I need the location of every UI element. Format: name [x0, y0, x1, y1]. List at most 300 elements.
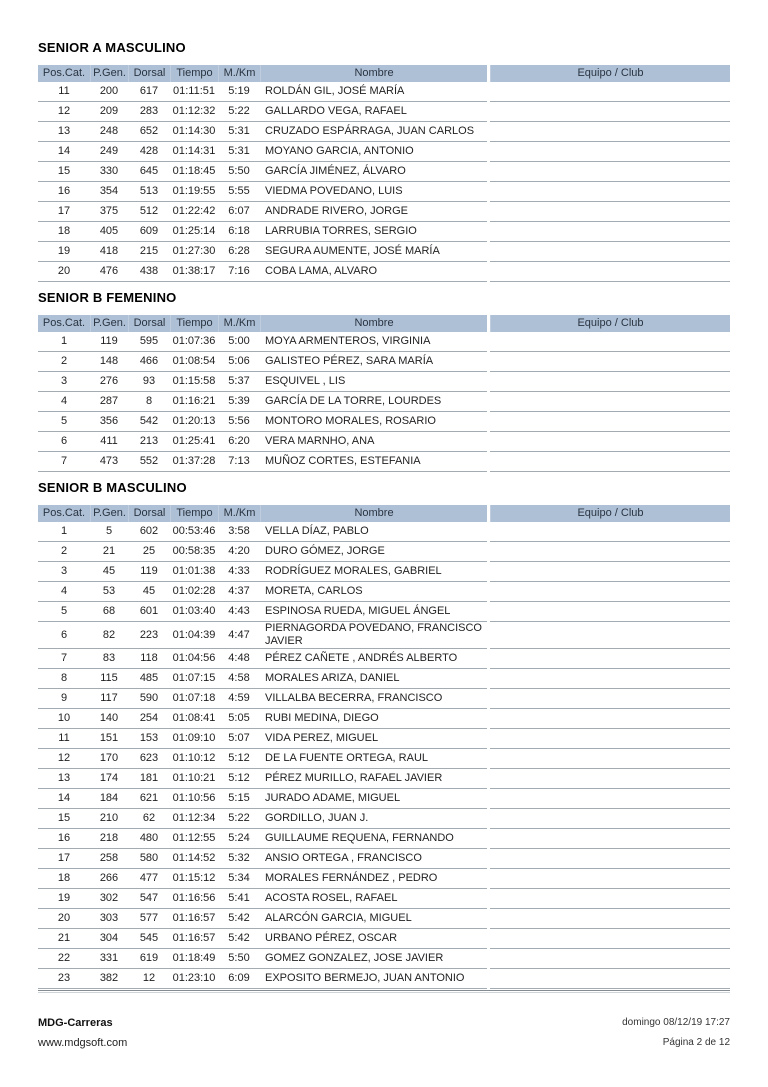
p-gen-cell: 331: [90, 949, 128, 969]
tiempo-cell: 01:14:31: [170, 142, 218, 162]
dorsal-cell: 609: [128, 222, 170, 242]
m-km-cell: 3:58: [218, 522, 260, 542]
m-km-cell: 5:34: [218, 869, 260, 889]
pos-cat-cell: 20: [38, 909, 90, 929]
pos-cat-cell: 5: [38, 412, 90, 432]
equipo-cell: [490, 582, 730, 602]
result-row: [38, 729, 730, 749]
tables-container: [38, 40, 730, 989]
pos-cat-cell: 2: [38, 542, 90, 562]
equipo-cell: [490, 749, 730, 769]
pos-cat-cell: 14: [38, 789, 90, 809]
results-table: [38, 65, 730, 282]
column-header: Tiempo: [170, 505, 218, 522]
m-km-cell: 5:37: [218, 372, 260, 392]
nombre-cell: URBANO PÉREZ, OSCAR: [260, 929, 487, 949]
column-header: Nombre: [260, 315, 487, 332]
m-km-cell: 5:55: [218, 182, 260, 202]
p-gen-cell: 304: [90, 929, 128, 949]
dorsal-cell: 254: [128, 709, 170, 729]
dorsal-cell: 542: [128, 412, 170, 432]
equipo-cell: [490, 412, 730, 432]
nombre-cell: MOYA ARMENTEROS, VIRGINIA: [260, 332, 487, 352]
nombre-cell: MOYANO GARCIA, ANTONIO: [260, 142, 487, 162]
result-row: [38, 869, 730, 889]
pos-cat-cell: 9: [38, 689, 90, 709]
result-row: [38, 412, 730, 432]
column-header: Dorsal: [128, 315, 170, 332]
tiempo-cell: 00:53:46: [170, 522, 218, 542]
p-gen-cell: 209: [90, 102, 128, 122]
tiempo-cell: 01:14:52: [170, 849, 218, 869]
p-gen-cell: 302: [90, 889, 128, 909]
equipo-cell: [490, 242, 730, 262]
m-km-cell: 5:07: [218, 729, 260, 749]
result-row: [38, 202, 730, 222]
dorsal-cell: 283: [128, 102, 170, 122]
equipo-cell: [490, 909, 730, 929]
tiempo-cell: 01:22:42: [170, 202, 218, 222]
equipo-cell: [490, 829, 730, 849]
m-km-cell: 5:24: [218, 829, 260, 849]
result-row: [38, 849, 730, 869]
m-km-cell: 4:33: [218, 562, 260, 582]
result-row: [38, 222, 730, 242]
column-header: Nombre: [260, 65, 487, 82]
tiempo-cell: 01:12:34: [170, 809, 218, 829]
result-row: [38, 829, 730, 849]
column-header: M./Km: [218, 315, 260, 332]
p-gen-cell: 330: [90, 162, 128, 182]
equipo-cell: [490, 649, 730, 669]
result-row: [38, 262, 730, 282]
footer-right: [622, 1013, 730, 1053]
nombre-cell: CRUZADO ESPÁRRAGA, JUAN CARLOS: [260, 122, 487, 142]
p-gen-cell: 382: [90, 969, 128, 989]
pos-cat-cell: 2: [38, 352, 90, 372]
tiempo-cell: 01:25:14: [170, 222, 218, 242]
result-row: [38, 649, 730, 669]
result-row: [38, 889, 730, 909]
nombre-cell: MUÑOZ CORTES, ESTEFANIA: [260, 452, 487, 472]
footer-left: [38, 1013, 127, 1053]
result-row: [38, 749, 730, 769]
p-gen-cell: 45: [90, 562, 128, 582]
tiempo-cell: 01:18:49: [170, 949, 218, 969]
dorsal-cell: 12: [128, 969, 170, 989]
m-km-cell: 5:05: [218, 709, 260, 729]
equipo-cell: [490, 809, 730, 829]
nombre-cell: GOMEZ GONZALEZ, JOSE JAVIER: [260, 949, 487, 969]
nombre-cell: VIEDMA POVEDANO, LUIS: [260, 182, 487, 202]
m-km-cell: 5:42: [218, 929, 260, 949]
p-gen-cell: 148: [90, 352, 128, 372]
equipo-cell: [490, 769, 730, 789]
dorsal-cell: 428: [128, 142, 170, 162]
equipo-cell: [490, 602, 730, 622]
equipo-cell: [490, 432, 730, 452]
dorsal-cell: 580: [128, 849, 170, 869]
m-km-cell: 5:31: [218, 122, 260, 142]
p-gen-cell: 210: [90, 809, 128, 829]
m-km-cell: 4:58: [218, 669, 260, 689]
m-km-cell: 5:15: [218, 789, 260, 809]
tiempo-cell: 01:20:13: [170, 412, 218, 432]
dorsal-cell: 602: [128, 522, 170, 542]
result-row: [38, 769, 730, 789]
m-km-cell: 5:32: [218, 849, 260, 869]
nombre-cell: SEGURA AUMENTE, JOSÉ MARÍA: [260, 242, 487, 262]
dorsal-cell: 547: [128, 889, 170, 909]
pos-cat-cell: 12: [38, 102, 90, 122]
result-row: [38, 352, 730, 372]
pos-cat-cell: 3: [38, 372, 90, 392]
nombre-cell: GARCÍA JIMÉNEZ, ÁLVARO: [260, 162, 487, 182]
column-header: Nombre: [260, 505, 487, 522]
tiempo-cell: 01:09:10: [170, 729, 218, 749]
tiempo-cell: 01:37:28: [170, 452, 218, 472]
m-km-cell: 4:48: [218, 649, 260, 669]
m-km-cell: 6:09: [218, 969, 260, 989]
nombre-cell: RUBI MEDINA, DIEGO: [260, 709, 487, 729]
category-section: [38, 40, 730, 282]
result-row: [38, 332, 730, 352]
m-km-cell: 7:13: [218, 452, 260, 472]
equipo-cell: [490, 372, 730, 392]
pos-cat-cell: 1: [38, 332, 90, 352]
result-row: [38, 142, 730, 162]
print-datetime: domingo 08/12/19 17:27: [622, 1017, 730, 1028]
category-section: [38, 480, 730, 989]
m-km-cell: 5:42: [218, 909, 260, 929]
dorsal-cell: 93: [128, 372, 170, 392]
table-body: [38, 332, 730, 472]
pos-cat-cell: 11: [38, 729, 90, 749]
result-row: [38, 162, 730, 182]
equipo-cell: [490, 969, 730, 989]
result-row: [38, 242, 730, 262]
nombre-cell: RODRÍGUEZ MORALES, GABRIEL: [260, 562, 487, 582]
pos-cat-cell: 13: [38, 769, 90, 789]
equipo-cell: [490, 392, 730, 412]
p-gen-cell: 418: [90, 242, 128, 262]
pos-cat-cell: 16: [38, 829, 90, 849]
column-header: P.Gen.: [90, 505, 128, 522]
pos-cat-cell: 4: [38, 392, 90, 412]
dorsal-cell: 213: [128, 432, 170, 452]
results-table: [38, 505, 730, 989]
pos-cat-cell: 20: [38, 262, 90, 282]
m-km-cell: 5:50: [218, 162, 260, 182]
table-header: [38, 315, 730, 332]
dorsal-cell: 623: [128, 749, 170, 769]
column-header: Equipo / Club: [490, 65, 730, 82]
tiempo-cell: 01:38:17: [170, 262, 218, 282]
equipo-cell: [490, 869, 730, 889]
m-km-cell: 7:16: [218, 262, 260, 282]
table-header: [38, 65, 730, 82]
p-gen-cell: 249: [90, 142, 128, 162]
tiempo-cell: 01:08:54: [170, 352, 218, 372]
p-gen-cell: 303: [90, 909, 128, 929]
tiempo-cell: 01:10:21: [170, 769, 218, 789]
dorsal-cell: 181: [128, 769, 170, 789]
column-header: Tiempo: [170, 315, 218, 332]
result-row: [38, 709, 730, 729]
tiempo-cell: 00:58:35: [170, 542, 218, 562]
result-row: [38, 969, 730, 989]
equipo-cell: [490, 332, 730, 352]
dorsal-cell: 590: [128, 689, 170, 709]
m-km-cell: 4:37: [218, 582, 260, 602]
m-km-cell: 5:41: [218, 889, 260, 909]
equipo-cell: [490, 669, 730, 689]
nombre-cell: ESPINOSA RUEDA, MIGUEL ÁNGEL: [260, 602, 487, 622]
nombre-cell: EXPOSITO BERMEJO, JUAN ANTONIO: [260, 969, 487, 989]
nombre-cell: PÉREZ CAÑETE , ANDRÉS ALBERTO: [260, 649, 487, 669]
pos-cat-cell: 7: [38, 452, 90, 472]
pos-cat-cell: 14: [38, 142, 90, 162]
nombre-cell: PÉREZ MURILLO, RAFAEL JAVIER: [260, 769, 487, 789]
dorsal-cell: 601: [128, 602, 170, 622]
tiempo-cell: 01:11:51: [170, 82, 218, 102]
equipo-cell: [490, 849, 730, 869]
result-row: [38, 182, 730, 202]
result-row: [38, 542, 730, 562]
dorsal-cell: 215: [128, 242, 170, 262]
column-header: Pos.Cat.: [38, 65, 90, 82]
dorsal-cell: 577: [128, 909, 170, 929]
m-km-cell: 6:20: [218, 432, 260, 452]
dorsal-cell: 223: [128, 622, 170, 649]
dorsal-cell: 45: [128, 582, 170, 602]
equipo-cell: [490, 889, 730, 909]
pos-cat-cell: 3: [38, 562, 90, 582]
p-gen-cell: 151: [90, 729, 128, 749]
m-km-cell: 4:20: [218, 542, 260, 562]
p-gen-cell: 115: [90, 669, 128, 689]
equipo-cell: [490, 202, 730, 222]
table-body: [38, 82, 730, 282]
pos-cat-cell: 15: [38, 809, 90, 829]
tiempo-cell: 01:04:56: [170, 649, 218, 669]
p-gen-cell: 276: [90, 372, 128, 392]
m-km-cell: 6:07: [218, 202, 260, 222]
nombre-cell: JURADO ADAME, MIGUEL: [260, 789, 487, 809]
p-gen-cell: 200: [90, 82, 128, 102]
p-gen-cell: 258: [90, 849, 128, 869]
column-header: M./Km: [218, 65, 260, 82]
tiempo-cell: 01:16:21: [170, 392, 218, 412]
p-gen-cell: 53: [90, 582, 128, 602]
equipo-cell: [490, 182, 730, 202]
result-row: [38, 82, 730, 102]
result-row: [38, 372, 730, 392]
pos-cat-cell: 19: [38, 242, 90, 262]
pos-cat-cell: 18: [38, 869, 90, 889]
p-gen-cell: 375: [90, 202, 128, 222]
tiempo-cell: 01:07:36: [170, 332, 218, 352]
nombre-cell: GORDILLO, JUAN J.: [260, 809, 487, 829]
dorsal-cell: 513: [128, 182, 170, 202]
result-row: [38, 929, 730, 949]
p-gen-cell: 248: [90, 122, 128, 142]
nombre-cell: MORALES ARIZA, DANIEL: [260, 669, 487, 689]
m-km-cell: 5:31: [218, 142, 260, 162]
m-km-cell: 5:56: [218, 412, 260, 432]
p-gen-cell: 68: [90, 602, 128, 622]
pos-cat-cell: 16: [38, 182, 90, 202]
page-number: Página 2 de 12: [662, 1037, 730, 1048]
equipo-cell: [490, 82, 730, 102]
p-gen-cell: 354: [90, 182, 128, 202]
equipo-cell: [490, 622, 730, 649]
p-gen-cell: 174: [90, 769, 128, 789]
result-row: [38, 562, 730, 582]
tiempo-cell: 01:14:30: [170, 122, 218, 142]
equipo-cell: [490, 709, 730, 729]
equipo-cell: [490, 102, 730, 122]
p-gen-cell: 287: [90, 392, 128, 412]
equipo-cell: [490, 452, 730, 472]
dorsal-cell: 617: [128, 82, 170, 102]
p-gen-cell: 184: [90, 789, 128, 809]
nombre-cell: DE LA FUENTE ORTEGA, RAUL: [260, 749, 487, 769]
nombre-cell: ANSIO ORTEGA , FRANCISCO: [260, 849, 487, 869]
p-gen-cell: 5: [90, 522, 128, 542]
m-km-cell: 4:43: [218, 602, 260, 622]
pos-cat-cell: 11: [38, 82, 90, 102]
tiempo-cell: 01:18:45: [170, 162, 218, 182]
nombre-cell: MORALES FERNÁNDEZ , PEDRO: [260, 869, 487, 889]
pos-cat-cell: 13: [38, 122, 90, 142]
pos-cat-cell: 1: [38, 522, 90, 542]
equipo-cell: [490, 522, 730, 542]
result-row: [38, 909, 730, 929]
m-km-cell: 5:00: [218, 332, 260, 352]
m-km-cell: 6:28: [218, 242, 260, 262]
column-header: P.Gen.: [90, 315, 128, 332]
category-title: SENIOR B FEMENINO: [38, 290, 177, 305]
column-header: Tiempo: [170, 65, 218, 82]
pos-cat-cell: 6: [38, 432, 90, 452]
dorsal-cell: 619: [128, 949, 170, 969]
nombre-cell: COBA LAMA, ALVARO: [260, 262, 487, 282]
pos-cat-cell: 22: [38, 949, 90, 969]
nombre-cell: ROLDÁN GIL, JOSÉ MARÍA: [260, 82, 487, 102]
tiempo-cell: 01:25:41: [170, 432, 218, 452]
result-row: [38, 452, 730, 472]
nombre-cell: VILLALBA BECERRA, FRANCISCO: [260, 689, 487, 709]
result-row: [38, 522, 730, 542]
result-row: [38, 949, 730, 969]
m-km-cell: 6:18: [218, 222, 260, 242]
dorsal-cell: 25: [128, 542, 170, 562]
equipo-cell: [490, 162, 730, 182]
nombre-cell: GALLARDO VEGA, RAFAEL: [260, 102, 487, 122]
pos-cat-cell: 10: [38, 709, 90, 729]
p-gen-cell: 405: [90, 222, 128, 242]
dorsal-cell: 645: [128, 162, 170, 182]
tiempo-cell: 01:10:56: [170, 789, 218, 809]
tiempo-cell: 01:01:38: [170, 562, 218, 582]
dorsal-cell: 62: [128, 809, 170, 829]
table-header: [38, 505, 730, 522]
p-gen-cell: 476: [90, 262, 128, 282]
column-header: Equipo / Club: [490, 505, 730, 522]
dorsal-cell: 545: [128, 929, 170, 949]
results-table: [38, 315, 730, 472]
column-header: Equipo / Club: [490, 315, 730, 332]
tiempo-cell: 01:07:18: [170, 689, 218, 709]
nombre-cell: DURO GÓMEZ, JORGE: [260, 542, 487, 562]
nombre-cell: LARRUBIA TORRES, SERGIO: [260, 222, 487, 242]
nombre-cell: PIERNAGORDA POVEDANO, FRANCISCO JAVIER: [260, 622, 487, 649]
tiempo-cell: 01:16:56: [170, 889, 218, 909]
dorsal-cell: 438: [128, 262, 170, 282]
m-km-cell: 4:47: [218, 622, 260, 649]
equipo-cell: [490, 562, 730, 582]
pos-cat-cell: 15: [38, 162, 90, 182]
column-header: Pos.Cat.: [38, 315, 90, 332]
pos-cat-cell: 6: [38, 622, 90, 649]
p-gen-cell: 411: [90, 432, 128, 452]
p-gen-cell: 218: [90, 829, 128, 849]
tiempo-cell: 01:12:55: [170, 829, 218, 849]
nombre-cell: VIDA PEREZ, MIGUEL: [260, 729, 487, 749]
app-name: MDG-Carreras: [38, 1017, 113, 1029]
dorsal-cell: 652: [128, 122, 170, 142]
equipo-cell: [490, 142, 730, 162]
pos-cat-cell: 12: [38, 749, 90, 769]
equipo-cell: [490, 122, 730, 142]
dorsal-cell: 485: [128, 669, 170, 689]
equipo-cell: [490, 352, 730, 372]
p-gen-cell: 83: [90, 649, 128, 669]
tiempo-cell: 01:15:58: [170, 372, 218, 392]
equipo-cell: [490, 542, 730, 562]
dorsal-cell: 480: [128, 829, 170, 849]
result-row: [38, 582, 730, 602]
tiempo-cell: 01:02:28: [170, 582, 218, 602]
result-row: [38, 102, 730, 122]
p-gen-cell: 473: [90, 452, 128, 472]
footer-divider: [38, 990, 730, 993]
dorsal-cell: 477: [128, 869, 170, 889]
dorsal-cell: 552: [128, 452, 170, 472]
column-header: P.Gen.: [90, 65, 128, 82]
result-row: [38, 809, 730, 829]
nombre-cell: VERA MARNHO, ANA: [260, 432, 487, 452]
tiempo-cell: 01:27:30: [170, 242, 218, 262]
p-gen-cell: 266: [90, 869, 128, 889]
dorsal-cell: 119: [128, 562, 170, 582]
equipo-cell: [490, 222, 730, 242]
tiempo-cell: 01:16:57: [170, 929, 218, 949]
result-row: [38, 122, 730, 142]
dorsal-cell: 621: [128, 789, 170, 809]
result-row: [38, 669, 730, 689]
pos-cat-cell: 5: [38, 602, 90, 622]
nombre-cell: ACOSTA ROSEL, RAFAEL: [260, 889, 487, 909]
dorsal-cell: 153: [128, 729, 170, 749]
p-gen-cell: 119: [90, 332, 128, 352]
p-gen-cell: 140: [90, 709, 128, 729]
column-header: Pos.Cat.: [38, 505, 90, 522]
result-row: [38, 432, 730, 452]
result-row: [38, 622, 730, 649]
result-row: [38, 392, 730, 412]
